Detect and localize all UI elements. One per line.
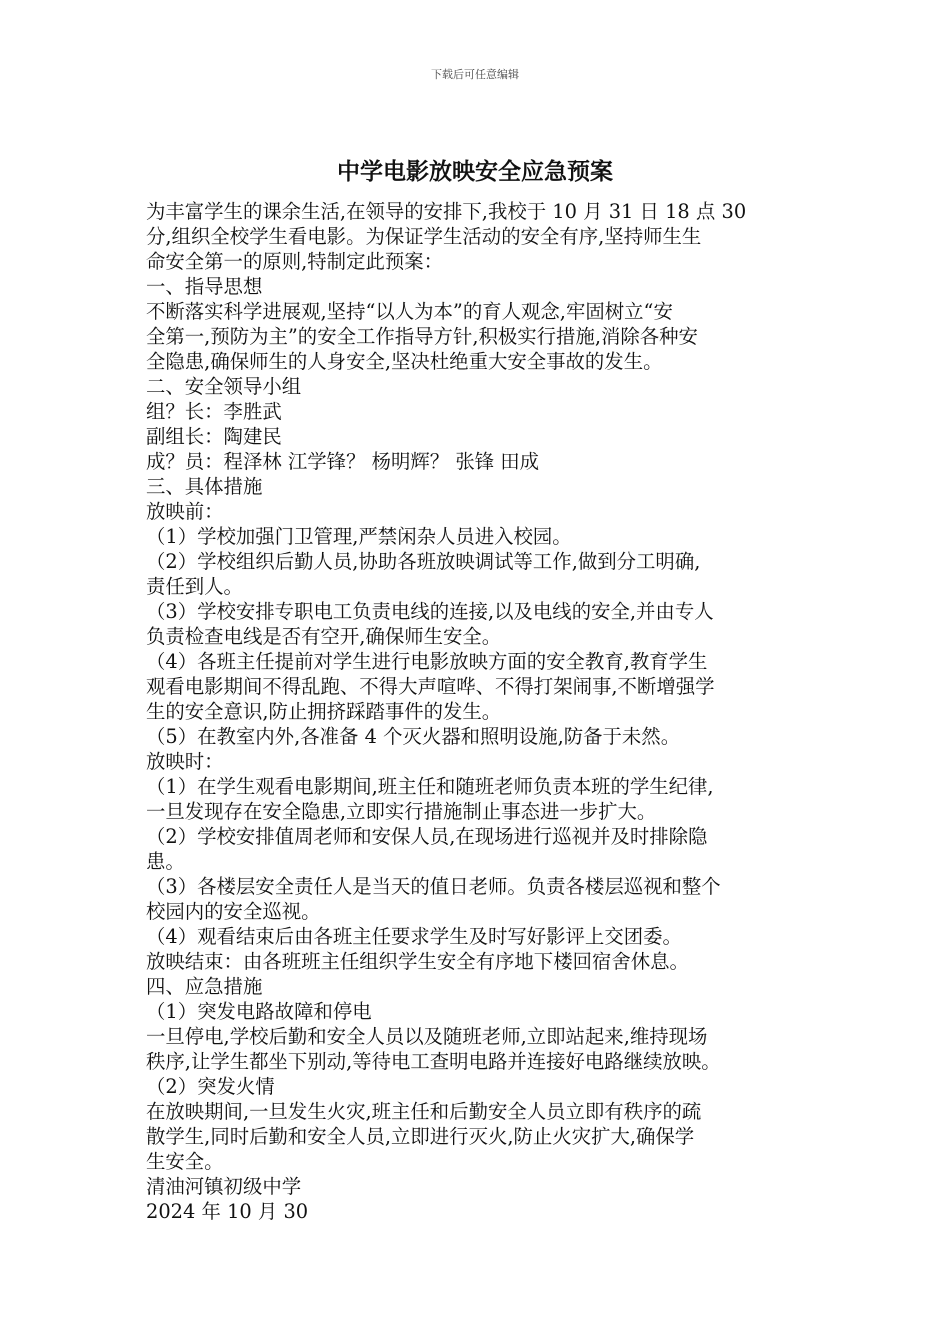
body-line: （1）在学生观看电影期间,班主任和随班老师负责本班的学生纪律, (146, 775, 714, 798)
body-line: 生安全。 (146, 1150, 224, 1173)
body-line: 清油河镇初级中学 (146, 1175, 302, 1198)
body-line: 分,组织全校学生看电影。为保证学生活动的安全有序,坚持师生生 (146, 225, 702, 248)
document-title: 中学电影放映安全应急预案 (337, 159, 613, 185)
body-line: 组？长：李胜武 (146, 400, 282, 423)
body-line: 全第一,预防为主”的安全工作指导方针,积极实行措施,消除各种安 (146, 325, 698, 348)
body-line: （3）各楼层安全责任人是当天的值日老师。负责各楼层巡视和整个 (146, 875, 721, 898)
body-line: 放映前： (146, 500, 224, 523)
body-line: 不断落实科学进展观,坚持“以人为本”的育人观念,牢固树立“安 (146, 300, 673, 323)
body-line: 放映时： (146, 750, 224, 773)
body-line: （2）突发火情 (146, 1075, 275, 1098)
body-line: 一、指导思想 (146, 275, 263, 298)
body-line: （3）学校安排专职电工负责电线的连接,以及电线的安全,并由专人 (146, 600, 714, 623)
body-line: 生的安全意识,防止拥挤踩踏事件的发生。 (146, 700, 502, 723)
body-line: 放映结束：由各班班主任组织学生安全有序地下楼回宿舍休息。 (146, 950, 689, 973)
body-line: 成？员：程泽林 江学锋？ 杨明辉？ 张锋 田成 (146, 450, 540, 473)
body-line: 2024 年 10 月 30 (146, 1200, 309, 1223)
body-line: （2）学校组织后勤人员,协助各班放映调试等工作,做到分工明确, (146, 550, 701, 573)
document-body (146, 199, 810, 1224)
body-line: 一旦发现存在安全隐患,立即实行措施制止事态进一步扩大。 (146, 800, 657, 823)
body-line: （1）学校加强门卫管理,严禁闲杂人员进入校园。 (146, 525, 572, 548)
body-line: 副组长：陶建民 (146, 425, 282, 448)
body-line: 患。 (146, 850, 185, 873)
body-line: 责任到人。 (146, 575, 243, 598)
body-line: （1）突发电路故障和停电 (146, 1000, 372, 1023)
body-line: 校园内的安全巡视。 (146, 900, 321, 923)
body-line: 在放映期间,一旦发生火灾,班主任和后勤安全人员立即有秩序的疏 (146, 1100, 702, 1123)
body-line: 散学生,同时后勤和安全人员,立即进行灭火,防止火灾扩大,确保学 (146, 1125, 695, 1148)
body-line: 观看电影期间不得乱跑、不得大声喧哗、不得打架闹事,不断增强学 (146, 675, 715, 698)
body-line: （4）各班主任提前对学生进行电影放映方面的安全教育,教育学生 (146, 650, 708, 673)
body-line: 负责检查电线是否有空开,确保师生安全。 (146, 625, 502, 648)
body-line: 二、安全领导小组 (146, 375, 302, 398)
body-line: （4）观看结束后由各班主任要求学生及时写好影评上交团委。 (146, 925, 682, 948)
body-line: 全隐患,确保师生的人身安全,坚决杜绝重大安全事故的发生。 (146, 350, 663, 373)
body-line: 四、应急措施 (146, 975, 263, 998)
header-note: 下载后可任意编辑 (431, 68, 519, 81)
body-line: （5）在教室内外,各准备 4 个灭火器和照明设施,防备于未然。 (146, 725, 681, 748)
body-line: （2）学校安排值周老师和安保人员,在现场进行巡视并及时排除隐 (146, 825, 708, 848)
body-line: 命安全第一的原则,特制定此预案： (146, 250, 444, 273)
body-line: 一旦停电,学校后勤和安全人员以及随班老师,立即站起来,维持现场 (146, 1025, 708, 1048)
body-line: 三、具体措施 (146, 475, 263, 498)
body-line: 秩序,让学生都坐下别动,等待电工查明电路并连接好电路继续放映。 (146, 1050, 721, 1073)
body-line: 为丰富学生的课余生活,在领导的安排下,我校于 10 月 31 日 18 点 30 (146, 200, 747, 223)
